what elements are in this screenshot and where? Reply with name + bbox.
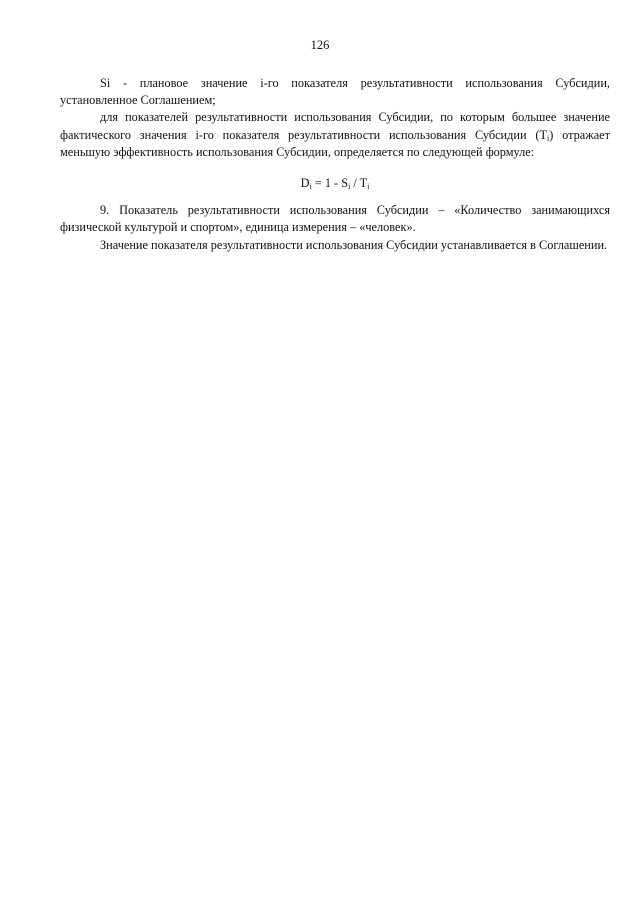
formula-separator: / T — [350, 176, 368, 191]
paragraph-formula-intro-subscript: i — [546, 133, 550, 143]
paragraph-planned-value: Si - плановое значение i-го показателя результативности использования Субсидии, установленное Соглашением; — [60, 76, 610, 108]
paragraph-formula-intro-text: для показателей результативности использования Субсидии, по которым большее значение фактического значения i-го показателя результативности использования Субсидии (T — [60, 110, 610, 142]
formula — [60, 175, 610, 192]
formula-mid-subscript: i — [348, 182, 351, 192]
paragraph-formula-intro — [60, 109, 610, 161]
document-body — [60, 75, 610, 254]
paragraph-formula-intro-text-end: ) отражает меньшую эффективность использования Субсидии, определяется по следующей формуле: — [60, 127, 610, 159]
formula-mid: = 1 - S — [311, 176, 349, 191]
paragraph-indicator-value: Значение показателя результативности использования Субсидии устанавливается в Соглашении. — [100, 237, 608, 252]
paragraph-indicator-9: 9. Показатель результативности использования Субсидии – «Количество занимающихся физической культурой и спортом», единица измерения – «человек». — [60, 203, 610, 235]
page-number: 126 — [310, 38, 330, 52]
formula-rhs-subscript: i — [367, 182, 370, 192]
formula-lhs: D — [300, 176, 310, 191]
formula-lhs-subscript: i — [309, 182, 312, 192]
